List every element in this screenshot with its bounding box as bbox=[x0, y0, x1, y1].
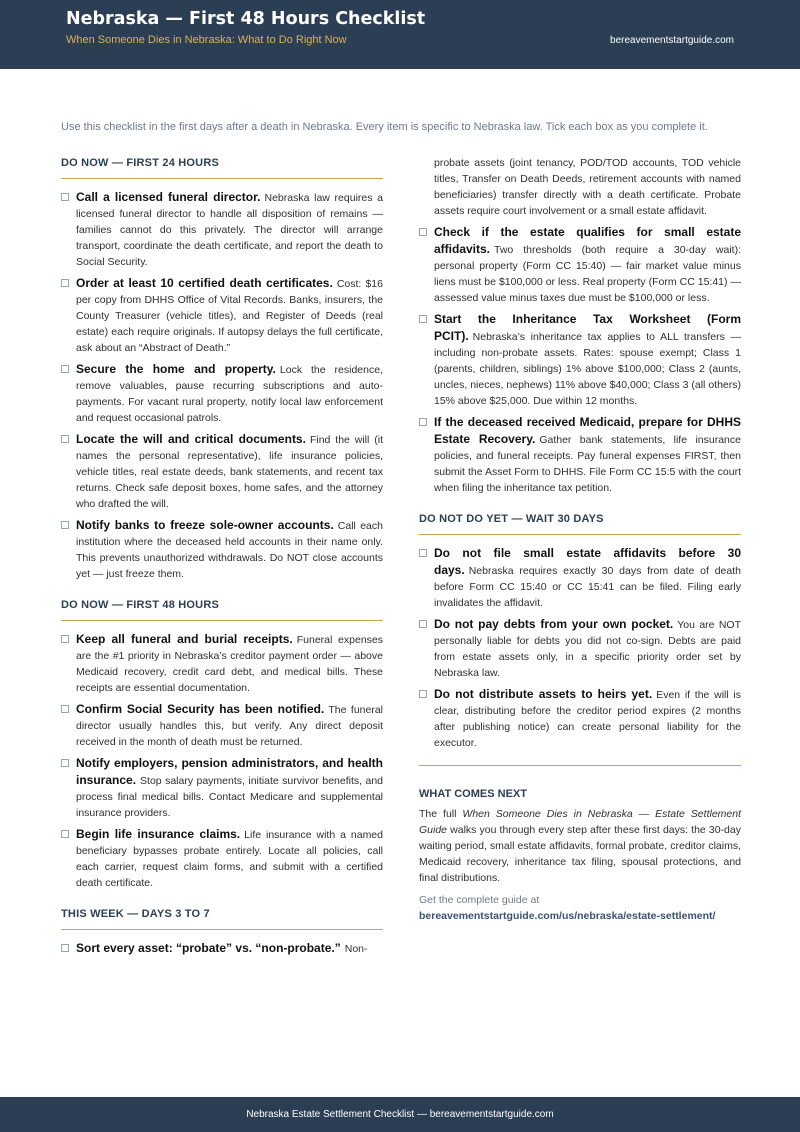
checklist-wait-30 bbox=[419, 545, 741, 751]
page-title: Nebraska — First 48 Hours Checklist bbox=[66, 9, 426, 29]
next-body bbox=[419, 806, 741, 886]
page-header bbox=[0, 0, 800, 69]
checklist-item bbox=[61, 940, 383, 957]
header-site: bereavementstartguide.com bbox=[610, 35, 734, 46]
checklist-item-body: Cost: $16 per copy from DHHS Office of Vital Records. Banks, insurers, the County Treasurer (vehicle titles), and Register of Deeds (real estate) each require originals. If autopsy delays the full certificate, ask about an “Abstract of Death.” bbox=[76, 278, 383, 354]
right-column bbox=[419, 155, 741, 924]
checklist-item-body: Even if the will is clear, distributing before the creditor period expires (2 months after publishing notice) can create personal liability for the executor. bbox=[434, 689, 741, 749]
page-footer: Nebraska Estate Settlement Checklist — bereavementstartguide.com bbox=[0, 1097, 800, 1132]
checklist-item-title: Do not distribute assets to heirs yet. bbox=[434, 687, 653, 701]
guide-link[interactable]: bereavementstartguide.com/us/nebraska/estate-settlement/ bbox=[419, 910, 716, 922]
checklist-item-title: Keep all funeral and burial receipts. bbox=[76, 632, 293, 646]
checklist-item bbox=[61, 361, 383, 426]
checkbox[interactable] bbox=[61, 705, 69, 713]
checklist-item bbox=[61, 189, 383, 270]
section-heading-this-week: THIS WEEK — DAYS 3 TO 7 bbox=[61, 908, 383, 930]
checkbox[interactable] bbox=[419, 228, 427, 236]
checklist-item-title: Begin life insurance claims. bbox=[76, 827, 241, 841]
checklist-item-title: Secure the home and property. bbox=[76, 362, 276, 376]
checkbox[interactable] bbox=[419, 690, 427, 698]
next-heading: WHAT COMES NEXT bbox=[419, 788, 527, 800]
checklist-item bbox=[61, 826, 383, 891]
page-subtitle: When Someone Dies in Nebraska: What to Do Right Now bbox=[66, 34, 347, 46]
checklist-item-title: Locate the will and critical documents. bbox=[76, 432, 306, 446]
checkbox[interactable] bbox=[61, 830, 69, 838]
checklist-item bbox=[61, 275, 383, 356]
checkbox[interactable] bbox=[419, 549, 427, 557]
checklist-this-week-continued bbox=[419, 224, 741, 496]
left-column bbox=[61, 155, 383, 962]
divider bbox=[419, 765, 741, 766]
checklist-item-title: Call a licensed funeral director. bbox=[76, 190, 261, 204]
checklist-item-body: Nebraska requires exactly 30 days from date of death before Form CC 15:40 or CC 15:41 can be filed. Filing early invalidates the affidavit. bbox=[434, 565, 741, 609]
checklist-item-title: Sort every asset: “probate” vs. “non-probate.” bbox=[76, 941, 341, 955]
checklist-item-body: Life insurance with a named beneficiary bypasses probate entirely. Locate all policies, call each carrier, request claim forms, and submit with a certified death certificate. bbox=[76, 829, 383, 889]
checklist-item-body: Nebraska law requires a licensed funeral director to handle all disposition of remains — families cannot do this privately. The director will arrange transport, coordinate the death certificate, and report the death to Social Security. bbox=[76, 192, 384, 268]
checklist-item-body: Funeral expenses are the #1 priority in Nebraska’s creditor payment order — above Medicaid recovery, credit card debt, and medical bills. These receipts are essential documentation. bbox=[76, 634, 384, 694]
checklist-item-title: Notify employers, pension administrators, and health insurance. bbox=[76, 756, 383, 787]
checklist-item-body: Find the will (it names the personal representative), life insurance policies, vehicle titles, real estate deeds, bank statements, and recent tax returns. Check safe deposit boxes, home safes, and the attorney who drafted the will. bbox=[76, 434, 383, 510]
checkbox[interactable] bbox=[61, 944, 69, 952]
checklist-item bbox=[419, 616, 741, 681]
checklist-first-48 bbox=[61, 631, 383, 891]
checklist-item-body: You are NOT personally liable for debts you did not co-sign. Debts are paid from estate assets only, in a specific priority order set by Nebraska law. bbox=[434, 619, 741, 679]
section-heading-first-24: DO NOW — FIRST 24 HOURS bbox=[61, 157, 383, 179]
checklist-item-body: Non- bbox=[344, 943, 368, 955]
checklist-item bbox=[61, 755, 383, 821]
checklist-item bbox=[61, 517, 383, 582]
next-body-post: walks you through every step after these first days: the 30-day waiting period, small estate affidavits, formal probate, creditor claims, Medicaid recovery, inheritance tax filing, spousal protections, and final distributions. bbox=[419, 824, 741, 884]
checklist-item-title: Confirm Social Security has been notified. bbox=[76, 702, 325, 716]
checklist-item-title: Order at least 10 certified death certificates. bbox=[76, 276, 333, 290]
checklist-item bbox=[419, 311, 741, 409]
checkbox[interactable] bbox=[61, 759, 69, 767]
checklist-item-title: Start the Inheritance Tax Worksheet (Form PCIT). bbox=[434, 312, 741, 343]
checklist-item bbox=[61, 631, 383, 696]
next-link-label: Get the complete guide at bbox=[419, 894, 540, 906]
checkbox[interactable] bbox=[419, 620, 427, 628]
checkbox[interactable] bbox=[61, 193, 69, 201]
checklist-this-week bbox=[61, 940, 383, 957]
checkbox[interactable] bbox=[61, 279, 69, 287]
checklist-item-body: Nebraska’s inheritance tax applies to ALL transfers — including non-probate assets. Rates: spouse exempt; Class 1 (parents, children, siblings) 1% above $100,000; Class 2 (aunts, uncles, nieces, nephews) 11% above $40,000; Class 3 (all others) 15% above $25,000. Due within 12 months. bbox=[434, 331, 741, 407]
checkbox[interactable] bbox=[61, 435, 69, 443]
checklist-item-body: Stop salary payments, initiate survivor benefits, and process final medical bills. Contact Medicare and supplemental insurance providers. bbox=[76, 775, 383, 819]
checkbox[interactable] bbox=[419, 315, 427, 323]
checklist-item bbox=[419, 224, 741, 306]
checklist-item-title: Do not pay debts from your own pocket. bbox=[434, 617, 674, 631]
next-body-pre: The full bbox=[419, 808, 463, 820]
checkbox[interactable] bbox=[61, 365, 69, 373]
checklist-item bbox=[61, 701, 383, 750]
checklist-item-body: Two thresholds (both require a 30-day wait): personal property (Form CC 15:40) — fair market value minus liens must be $100,000 or less. Real property (Form CC 15:41) — assessed value minus taxes due must be $100,000 or less. bbox=[434, 244, 741, 304]
continued-item-text: probate assets (joint tenancy, POD/TOD accounts, TOD vehicle titles, Transfer on Death Deeds, retirement accounts with named beneficiaries) transfer directly with a death certificate. Probate assets require court involvement or a small estate affidavit. bbox=[434, 157, 741, 217]
checklist-item-title: If the deceased received Medicaid, prepare for DHHS Estate Recovery. bbox=[434, 415, 741, 446]
section-heading-first-48: DO NOW — FIRST 48 HOURS bbox=[61, 599, 383, 621]
section-heading-wait-30: DO NOT DO YET — WAIT 30 DAYS bbox=[419, 513, 741, 535]
checklist-item bbox=[419, 686, 741, 751]
next-body-guide-title: When Someone Dies in Nebraska — Estate Settlement Guide bbox=[419, 808, 742, 836]
checklist-item bbox=[61, 431, 383, 512]
checklist-item bbox=[419, 545, 741, 611]
checklist-first-24 bbox=[61, 189, 383, 582]
checkbox[interactable] bbox=[419, 418, 427, 426]
intro-text: Use this checklist in the first days after a death in Nebraska. Every item is specific to Nebraska law. Tick each box as you complete it. bbox=[61, 121, 708, 133]
checkbox[interactable] bbox=[61, 521, 69, 529]
checklist-item-title: Do not file small estate affidavits before 30 days. bbox=[434, 546, 741, 577]
checklist-item-body: Call each institution where the deceased held accounts in their name only. This prevents unauthorized withdrawals. Do NOT close accounts yet — just freeze them. bbox=[76, 520, 383, 580]
checklist-item-body: Lock the residence, remove valuables, pause recurring subscriptions and auto-payments. For vacant rural property, notify local law enforcement and request occasional patrols. bbox=[76, 364, 383, 424]
checklist-item-title: Notify banks to freeze sole-owner accounts. bbox=[76, 518, 334, 532]
checklist-item-body: The funeral director usually handles this, but verify. Any direct deposit received in the month of death must be returned. bbox=[76, 704, 384, 748]
checklist-item bbox=[419, 414, 741, 496]
checklist-item-body: Gather bank statements, life insurance policies, and funeral receipts. Pay funeral expenses FIRST, then submit the Asset Form to DHHS. File Form CC 15:5 with the court when filing the inheritance tax petition. bbox=[434, 434, 741, 494]
checkbox[interactable] bbox=[61, 635, 69, 643]
checklist-item-title: Check if the estate qualifies for small estate affidavits. bbox=[434, 225, 741, 256]
